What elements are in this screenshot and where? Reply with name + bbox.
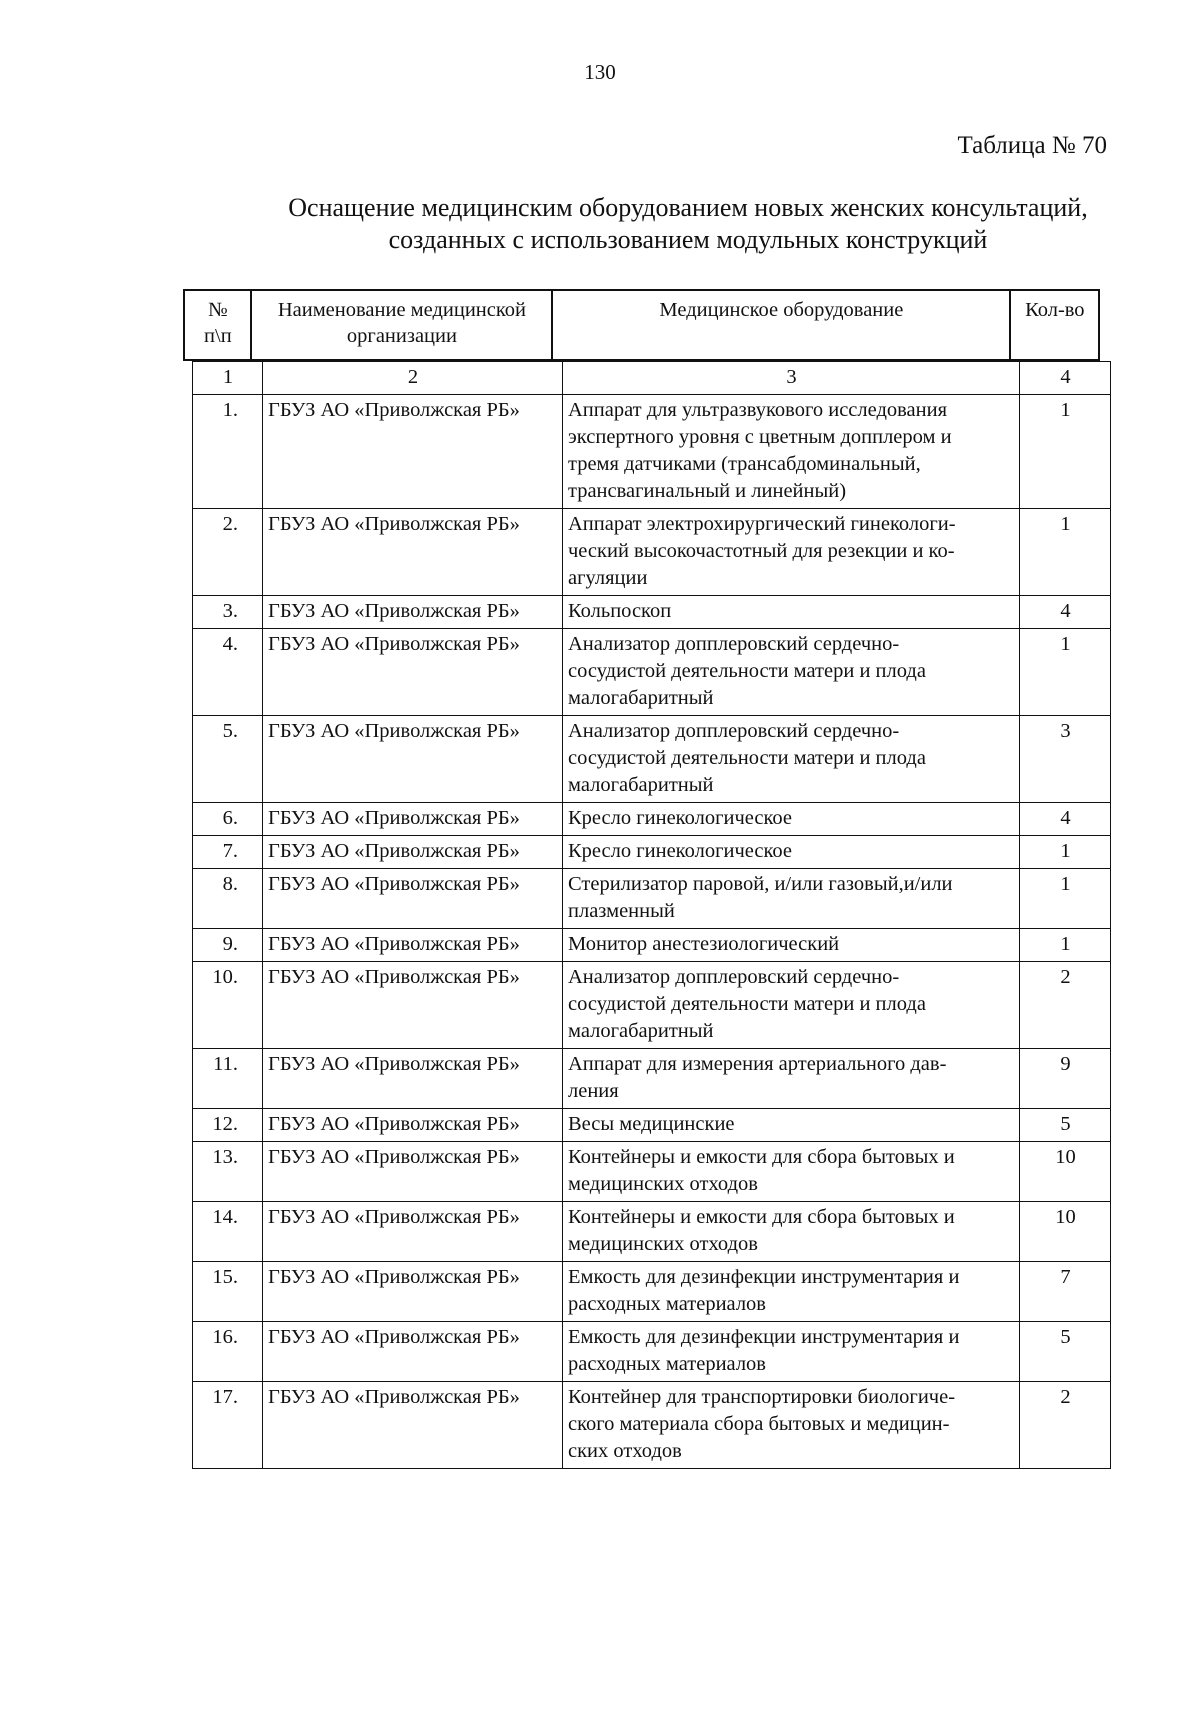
row-quantity: 2 bbox=[1020, 962, 1111, 1049]
row-number: 12. bbox=[193, 1109, 263, 1142]
row-number: 7. bbox=[193, 836, 263, 869]
equipment-line: малогабаритный bbox=[568, 1020, 714, 1042]
header-col-number bbox=[184, 290, 251, 360]
header-org-line-1: Наименование медицинской bbox=[277, 299, 527, 321]
row-organization: ГБУЗ АО «Приволжская РБ» bbox=[263, 395, 563, 509]
row-quantity: 1 bbox=[1020, 869, 1111, 929]
header-num-line-2: п\п bbox=[204, 325, 232, 347]
equipment-line: Контейнеры и емкости для сбора бытовых и bbox=[568, 1146, 955, 1168]
equipment-line: экспертного уровня с цветным допплером и bbox=[568, 426, 952, 448]
row-number: 4. bbox=[193, 629, 263, 716]
header-col-organization bbox=[251, 290, 552, 360]
header-col-quantity: Кол-во bbox=[1010, 290, 1099, 360]
table-row bbox=[193, 596, 1111, 629]
equipment-line: трансвагинальный и линейный) bbox=[568, 480, 847, 502]
table-row bbox=[193, 962, 1111, 1049]
row-number: 5. bbox=[193, 716, 263, 803]
row-equipment bbox=[563, 869, 1020, 929]
column-number-2: 2 bbox=[263, 362, 563, 395]
row-equipment bbox=[563, 962, 1020, 1049]
row-equipment bbox=[563, 803, 1020, 836]
row-quantity: 1 bbox=[1020, 929, 1111, 962]
row-number: 11. bbox=[193, 1049, 263, 1109]
header-org-line-2: организации bbox=[346, 325, 457, 347]
row-quantity: 9 bbox=[1020, 1049, 1111, 1109]
row-organization: ГБУЗ АО «Приволжская РБ» bbox=[263, 836, 563, 869]
row-quantity: 10 bbox=[1020, 1142, 1111, 1202]
row-equipment bbox=[563, 395, 1020, 509]
equipment-line: Весы медицинские bbox=[568, 1113, 735, 1135]
row-organization: ГБУЗ АО «Приволжская РБ» bbox=[263, 962, 563, 1049]
row-organization: ГБУЗ АО «Приволжская РБ» bbox=[263, 1262, 563, 1322]
equipment-line: сосудистой деятельности матери и плода bbox=[568, 660, 926, 682]
table-row bbox=[193, 1049, 1111, 1109]
row-equipment bbox=[563, 929, 1020, 962]
row-organization: ГБУЗ АО «Приволжская РБ» bbox=[263, 1049, 563, 1109]
row-organization: ГБУЗ АО «Приволжская РБ» bbox=[263, 629, 563, 716]
table-row bbox=[193, 395, 1111, 509]
row-equipment bbox=[563, 716, 1020, 803]
equipment-line: Емкость для дезинфекции инструментария и bbox=[568, 1326, 960, 1348]
equipment-line: Кресло гинекологическое bbox=[568, 807, 792, 829]
column-numbers-row bbox=[193, 362, 1111, 395]
row-quantity: 1 bbox=[1020, 836, 1111, 869]
row-organization: ГБУЗ АО «Приволжская РБ» bbox=[263, 1109, 563, 1142]
row-quantity: 2 bbox=[1020, 1382, 1111, 1469]
table-row bbox=[193, 1142, 1111, 1202]
row-organization: ГБУЗ АО «Приволжская РБ» bbox=[263, 1322, 563, 1382]
row-number: 9. bbox=[193, 929, 263, 962]
row-quantity: 3 bbox=[1020, 716, 1111, 803]
row-organization: ГБУЗ АО «Приволжская РБ» bbox=[263, 1382, 563, 1469]
equipment-line: плазменный bbox=[568, 900, 675, 922]
header-num-line-1: № bbox=[208, 299, 228, 321]
equipment-line: Аппарат для ультразвукового исследования bbox=[568, 399, 948, 421]
row-organization: ГБУЗ АО «Приволжская РБ» bbox=[263, 1202, 563, 1262]
row-organization: ГБУЗ АО «Приволжская РБ» bbox=[263, 509, 563, 596]
row-equipment bbox=[563, 836, 1020, 869]
row-equipment bbox=[563, 1262, 1020, 1322]
row-number: 15. bbox=[193, 1262, 263, 1322]
row-equipment bbox=[563, 1109, 1020, 1142]
table-row bbox=[193, 836, 1111, 869]
equipment-line: Кресло гинекологическое bbox=[568, 840, 792, 862]
equipment-line: сосудистой деятельности матери и плода bbox=[568, 747, 926, 769]
table-header bbox=[183, 289, 1100, 361]
table-row bbox=[193, 803, 1111, 836]
row-number: 17. bbox=[193, 1382, 263, 1469]
row-quantity: 1 bbox=[1020, 509, 1111, 596]
row-quantity: 4 bbox=[1020, 803, 1111, 836]
equipment-line: агуляции bbox=[568, 567, 648, 589]
table-row bbox=[193, 1109, 1111, 1142]
row-number: 3. bbox=[193, 596, 263, 629]
row-organization: ГБУЗ АО «Приволжская РБ» bbox=[263, 803, 563, 836]
row-equipment bbox=[563, 1049, 1020, 1109]
header-col-equipment: Медицинское оборудование bbox=[552, 290, 1010, 360]
equipment-line: медицинских отходов bbox=[568, 1233, 758, 1255]
equipment-table bbox=[192, 361, 1111, 1469]
row-number: 16. bbox=[193, 1322, 263, 1382]
row-equipment bbox=[563, 629, 1020, 716]
table-row bbox=[193, 629, 1111, 716]
table-row bbox=[193, 1262, 1111, 1322]
equipment-line: Стерилизатор паровой, и/или газовый,и/или bbox=[568, 873, 953, 895]
column-number-1: 1 bbox=[193, 362, 263, 395]
row-equipment bbox=[563, 509, 1020, 596]
row-quantity: 4 bbox=[1020, 596, 1111, 629]
row-equipment bbox=[563, 1322, 1020, 1382]
row-organization: ГБУЗ АО «Приволжская РБ» bbox=[263, 869, 563, 929]
equipment-line: Аппарат для измерения артериального дав- bbox=[568, 1053, 947, 1075]
equipment-line: Анализатор допплеровский сердечно- bbox=[568, 966, 900, 988]
row-number: 14. bbox=[193, 1202, 263, 1262]
table-row bbox=[193, 509, 1111, 596]
table-row bbox=[193, 716, 1111, 803]
equipment-line: малогабаритный bbox=[568, 687, 714, 709]
row-number: 6. bbox=[193, 803, 263, 836]
equipment-line: Анализатор допплеровский сердечно- bbox=[568, 633, 900, 655]
row-quantity: 10 bbox=[1020, 1202, 1111, 1262]
row-number: 1. bbox=[193, 395, 263, 509]
row-quantity: 7 bbox=[1020, 1262, 1111, 1322]
row-quantity: 1 bbox=[1020, 395, 1111, 509]
equipment-line: ческий высокочастотный для резекции и ко- bbox=[568, 540, 955, 562]
equipment-line: Монитор анестезиологический bbox=[568, 933, 840, 955]
column-number-3: 3 bbox=[563, 362, 1020, 395]
row-number: 10. bbox=[193, 962, 263, 1049]
row-equipment bbox=[563, 596, 1020, 629]
table-row bbox=[193, 1382, 1111, 1469]
row-organization: ГБУЗ АО «Приволжская РБ» bbox=[263, 1142, 563, 1202]
title-line-2: созданных с использованием модульных конструкций bbox=[388, 225, 988, 254]
equipment-line: расходных материалов bbox=[568, 1353, 766, 1375]
row-organization: ГБУЗ АО «Приволжская РБ» bbox=[263, 596, 563, 629]
table-row bbox=[193, 929, 1111, 962]
table-label: Таблица № 70 bbox=[957, 132, 1107, 159]
table-row bbox=[193, 1322, 1111, 1382]
row-quantity: 5 bbox=[1020, 1109, 1111, 1142]
title-line-1: Оснащение медицинским оборудованием новых женских консультаций, bbox=[288, 193, 1088, 222]
row-equipment bbox=[563, 1142, 1020, 1202]
row-quantity: 1 bbox=[1020, 629, 1111, 716]
equipment-line: Контейнер для транспортировки биологиче- bbox=[568, 1386, 956, 1408]
row-equipment bbox=[563, 1382, 1020, 1469]
equipment-line: Аппарат электрохирургический гинекологи- bbox=[568, 513, 956, 535]
equipment-line: ского материала сбора бытовых и медицин- bbox=[568, 1413, 950, 1435]
row-number: 2. bbox=[193, 509, 263, 596]
equipment-line: Контейнеры и емкости для сбора бытовых и bbox=[568, 1206, 955, 1228]
equipment-line: медицинских отходов bbox=[568, 1173, 758, 1195]
equipment-line: Анализатор допплеровский сердечно- bbox=[568, 720, 900, 742]
row-number: 8. bbox=[193, 869, 263, 929]
equipment-line: расходных материалов bbox=[568, 1293, 766, 1315]
equipment-line: тремя датчиками (трансабдоминальный, bbox=[568, 453, 921, 475]
page-number: 130 bbox=[584, 60, 616, 84]
row-organization: ГБУЗ АО «Приволжская РБ» bbox=[263, 716, 563, 803]
table-row bbox=[193, 1202, 1111, 1262]
row-quantity: 5 bbox=[1020, 1322, 1111, 1382]
document-title bbox=[268, 192, 1108, 256]
equipment-line: малогабаритный bbox=[568, 774, 714, 796]
row-equipment bbox=[563, 1202, 1020, 1262]
equipment-line: сосудистой деятельности матери и плода bbox=[568, 993, 926, 1015]
equipment-line: ских отходов bbox=[568, 1440, 682, 1462]
row-number: 13. bbox=[193, 1142, 263, 1202]
equipment-line: Емкость для дезинфекции инструментария и bbox=[568, 1266, 960, 1288]
table-row bbox=[193, 869, 1111, 929]
table-body bbox=[193, 362, 1111, 1469]
equipment-line: Кольпоскоп bbox=[568, 600, 672, 622]
equipment-line: ления bbox=[568, 1080, 619, 1102]
header-row bbox=[184, 290, 1099, 360]
row-organization: ГБУЗ АО «Приволжская РБ» bbox=[263, 929, 563, 962]
column-number-4: 4 bbox=[1020, 362, 1111, 395]
